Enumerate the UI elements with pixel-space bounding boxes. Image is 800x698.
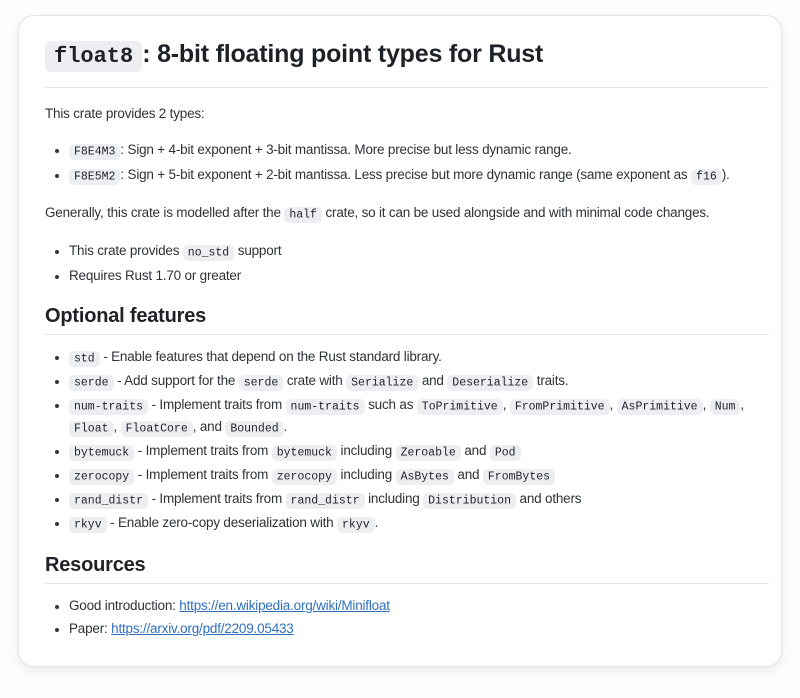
inline-code: num-traits [286,399,365,415]
inline-code: bytemuck [69,445,134,461]
wikipedia-minifloat-link[interactable]: https://en.wikipedia.org/wiki/Minifloat [179,598,390,613]
optional-features-list [45,347,769,535]
inline-code: F8E4M3 [69,144,120,160]
inline-code: std [69,351,100,367]
modelled-after-paragraph: Generally, this crate is modelled after the half crate, so it can be used alongside and with minimal code changes. [45,205,710,221]
inline-code: AsPrimitive [617,399,703,415]
inline-code: zerocopy [69,469,134,485]
crate-name-code: float8 [45,41,142,72]
inline-code: rkyv [337,517,375,533]
inline-code: FromBytes [483,469,555,485]
list-item: • serde - Add support for the serde crate with Serialize and Deserialize traits. [69,371,769,393]
list-item: • std - Enable features that depend on the Rust standard library. [69,347,769,369]
crate-types-list [45,140,769,187]
intro-lead: This crate provides 2 types: [45,106,205,121]
list-item: • Paper: https://arxiv.org/pdf/2209.05433 [69,619,769,639]
inline-code: Deserialize [447,375,533,391]
crate-notes-list [45,241,769,286]
inline-code: rand_distr [286,493,365,509]
arxiv-paper-link[interactable]: https://arxiv.org/pdf/2209.05433 [111,621,294,636]
inline-code: Zeroable [396,445,461,461]
inline-code: bytemuck [272,445,337,461]
list-item: • rkyv - Enable zero-copy deserialization with rkyv . [69,513,769,535]
resources-list [45,596,769,639]
list-item: • Good introduction: https://en.wikipedia.org/wiki/Minifloat [69,596,769,616]
inline-code: Distribution [423,493,516,509]
page-title [45,34,769,88]
section-heading-resources: Resources [45,553,769,584]
inline-code: FloatCore [121,421,193,437]
inline-code: Serialize [346,375,418,391]
list-item: • bytemuck - Implement traits from bytemuck including Zeroable and Pod [69,441,769,463]
inline-code: serde [239,375,284,391]
inline-code: rkyv [69,517,107,533]
inline-code: F8E5M2 [69,169,120,185]
list-item: • zerocopy - Implement traits from zerocopy including AsBytes and FromBytes [69,465,769,487]
inline-code: ToPrimitive [417,399,503,415]
inline-code: AsBytes [396,469,454,485]
list-item: • rand_distr - Implement traits from rand_distr including Distribution and others [69,489,769,511]
list-item: • F8E4M3 : Sign + 4-bit exponent + 3-bit mantissa. More precise but less dynamic range. [69,140,769,162]
inline-code: Bounded [225,421,283,437]
inline-code: num-traits [69,399,148,415]
inline-code: FromPrimitive [510,399,610,415]
inline-code: no_std [183,245,234,261]
inline-code: rand_distr [69,493,148,509]
readme-card [18,15,782,667]
inline-code: Float [69,421,114,437]
list-item: • This crate provides no_std support [69,241,769,263]
inline-code: half [284,207,322,223]
list-item: • F8E5M2 : Sign + 5-bit exponent + 2-bit mantissa. Less precise but more dynamic range (same exponent as f16 ). [69,165,769,187]
inline-code: f16 [691,169,722,185]
inline-code: Pod [490,445,521,461]
list-item: • num-traits - Implement traits from num-traits such as ToPrimitive , FromPrimitive , AsPrimitive , Num , Float , FloatCore , and Bounded . [69,395,769,439]
inline-code: serde [69,375,114,391]
section-heading-optional-features: Optional features [45,304,769,335]
inline-code: Num [710,399,741,415]
inline-code: zerocopy [272,469,337,485]
page-title-text: : 8-bit floating point types for Rust [142,40,544,68]
list-item: • Requires Rust 1.70 or greater [69,266,769,286]
